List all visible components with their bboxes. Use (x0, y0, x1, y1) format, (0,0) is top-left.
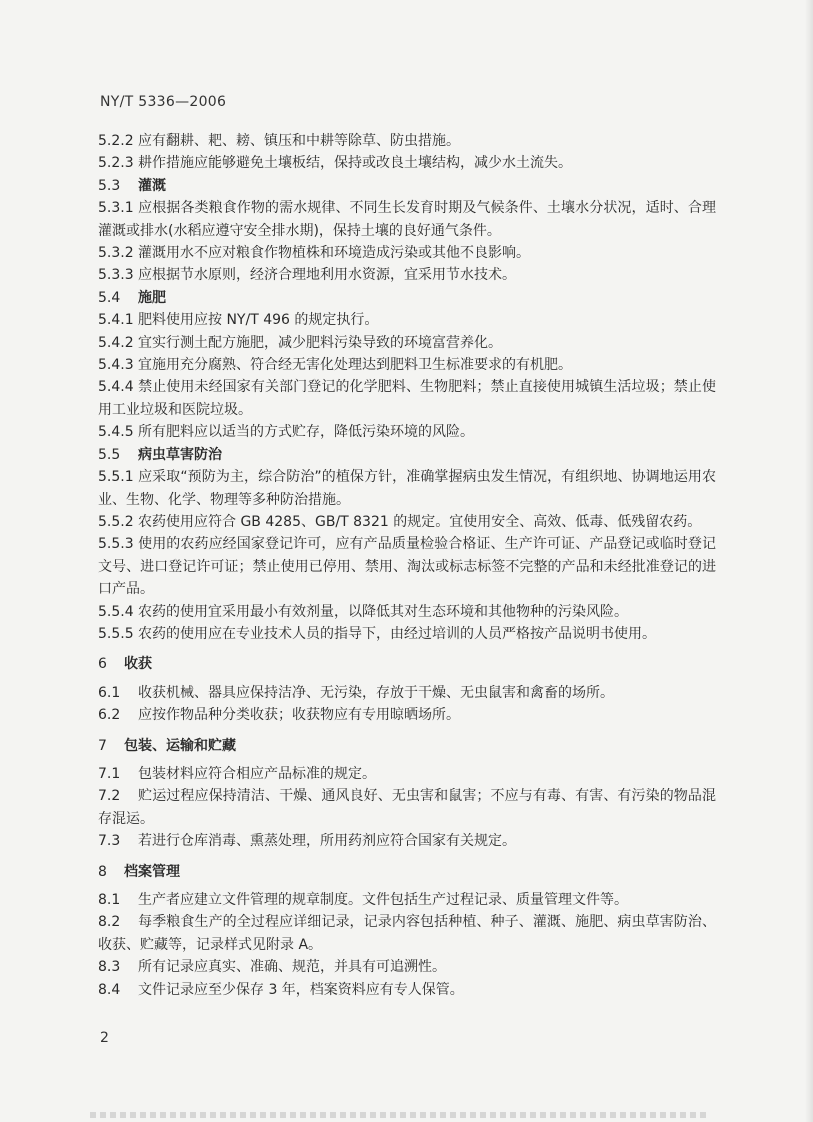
clause-number: 6.2 (98, 707, 121, 724)
clause-number: 7.3 (98, 833, 121, 850)
clause-text: 若进行仓库消毒、熏蒸处理，所用药剂应符合国家有关规定。 (138, 833, 516, 850)
clause-text: 灌溉 (138, 177, 166, 194)
clause-item (98, 911, 716, 956)
clause-text: 农药的使用宜采用最小有效剂量，以降低其对生态环境和其他物种的污染风险。 (138, 603, 628, 620)
clause-item (98, 376, 716, 421)
clause-text: 肥料使用应按 NY/T 496 的规定执行。 (138, 312, 379, 329)
subsection-heading (98, 444, 716, 466)
clause-number: 7.2 (98, 788, 121, 805)
clause-item (98, 152, 716, 174)
clause-item (98, 623, 716, 645)
clause-text: 宜施用充分腐熟、符合经无害化处理达到肥料卫生标准要求的有机肥。 (138, 357, 572, 374)
clause-number: 5.4.5 (98, 424, 134, 441)
clause-number: 5.3.3 (98, 267, 134, 284)
clause-item (98, 354, 716, 376)
clause-number: 5.4.3 (98, 357, 134, 374)
clause-number: 7 (98, 737, 107, 754)
clause-item (98, 956, 716, 978)
clause-text: 农药的使用应在专业技术人员的指导下，由经过培训的人员严格按产品说明书使用。 (138, 625, 656, 642)
clause-text: 包装、运输和贮藏 (124, 737, 236, 754)
clause-item (98, 979, 716, 1001)
clause-item (98, 130, 716, 152)
clause-item (98, 197, 716, 242)
clause-text: 生产者应建立文件管理的规章制度。文件包括生产过程记录、质量管理文件等。 (138, 892, 628, 908)
clause-text: 所有记录应真实、准确、规范，并具有可追溯性。 (138, 959, 446, 976)
clause-text: 灌溉用水不应对粮食作物植株和环境造成污染或其他不良影响。 (138, 245, 530, 262)
scan-noise-strip (90, 1112, 710, 1118)
clause-number: 5.5.1 (98, 469, 134, 486)
clause-item (98, 332, 716, 354)
clause-text: 病虫草害防治 (138, 446, 222, 463)
clause-number: 5.5.4 (98, 603, 134, 620)
clause-text: 包装材料应符合相应产品标准的规定。 (138, 765, 376, 782)
clause-number: 8.2 (98, 914, 121, 931)
clause-item (98, 785, 716, 830)
clause-text: 应有翻耕、耙、耪、镇压和中耕等除草、防虫措施。 (138, 133, 460, 149)
clause-number: 5.4.2 (98, 334, 134, 351)
section-heading (98, 653, 716, 675)
clause-number: 7.1 (98, 765, 121, 782)
clause-number: 5.3 (98, 177, 121, 194)
page-header-doc-id: NY/T 5336—2006 (100, 94, 227, 110)
subsection-heading (98, 175, 716, 197)
subsection-heading (98, 287, 716, 309)
clause-text: 每季粮食生产的全过程应详细记录，记录内容包括种植、种子、灌溉、施肥、病虫草害防治、收获、贮藏等，记录样式见附录 A。 (98, 914, 716, 953)
clause-text: 所有肥料应以适当的方式贮存，降低污染环境的风险。 (138, 424, 474, 441)
clause-text: 收获 (124, 656, 152, 673)
clause-item (98, 264, 716, 286)
clause-item (98, 533, 716, 600)
clause-text: 应采取“预防为主，综合防治”的植保方针，准确掌握病虫发生情况，有组织地、协调地运用农业、生物、化学、物理等多种防治措施。 (98, 469, 716, 508)
clause-item (98, 511, 716, 533)
clause-number: 8 (98, 863, 107, 880)
clause-item (98, 601, 716, 623)
clause-number: 8.3 (98, 959, 121, 976)
clause-text: 农药使用应符合 GB 4285、GB/T 8321 的规定。宜使用安全、高效、低毒、低残留农药。 (138, 513, 702, 530)
clause-number: 5.4 (98, 289, 121, 306)
section-heading (98, 861, 716, 883)
page-edge-shadow (805, 0, 813, 1122)
clause-number: 8.1 (98, 892, 121, 908)
clause-number: 5.2.3 (98, 155, 134, 172)
clause-text: 应按作物品种分类收获；收获物应有专用晾晒场所。 (138, 707, 460, 724)
clause-number: 5.2.2 (98, 133, 134, 149)
clause-number: 5.5.2 (98, 513, 134, 530)
clause-number: 5.4.1 (98, 312, 134, 329)
clause-text: 宜实行测土配方施肥，减少肥料污染导致的环境富营养化。 (138, 334, 502, 351)
clause-text: 贮运过程应保持清洁、干燥、通风良好、无虫害和鼠害；不应与有毒、有害、有污染的物品混存混运。 (98, 788, 716, 827)
clause-text: 使用的农药应经国家登记许可，应有产品质量检验合格证、生产许可证、产品登记或临时登记文号、进口登记许可证；禁止使用已停用、禁用、淘汰或标志标签不完整的产品和未经批准登记的进口产品。 (98, 536, 716, 598)
clause-number: 5.3.1 (98, 200, 134, 217)
clause-item (98, 466, 716, 511)
clause-number: 6.1 (98, 684, 121, 701)
document-body (98, 130, 716, 1001)
section-heading (98, 735, 716, 757)
clause-text: 应根据各类粮食作物的需水规律、不同生长发育时期及气候条件、土壤水分状况，适时、合理灌溉或排水(水稻应遵守安全排水期)，保持土壤的良好通气条件。 (98, 200, 716, 239)
clause-item (98, 830, 716, 852)
page-number: 2 (100, 1030, 109, 1046)
clause-number: 5.4.4 (98, 379, 134, 396)
clause-text: 施肥 (138, 289, 166, 306)
clause-text: 档案管理 (124, 863, 180, 880)
clause-item (98, 889, 716, 911)
clause-number: 5.5 (98, 446, 121, 463)
clause-item (98, 421, 716, 443)
clause-number: 5.3.2 (98, 245, 134, 262)
clause-number: 5.5.3 (98, 536, 134, 553)
clause-number: 8.4 (98, 981, 121, 998)
clause-item (98, 309, 716, 331)
clause-text: 收获机械、器具应保持洁净、无污染，存放于干燥、无虫鼠害和禽畜的场所。 (138, 684, 614, 701)
clause-text: 耕作措施应能够避免土壤板结，保持或改良土壤结构，减少水土流失。 (138, 155, 572, 172)
clause-item (98, 763, 716, 785)
clause-item (98, 704, 716, 726)
clause-number: 5.5.5 (98, 625, 134, 642)
clause-number: 6 (98, 656, 107, 673)
clause-item (98, 682, 716, 704)
clause-text: 文件记录应至少保存 3 年，档案资料应有专人保管。 (138, 981, 464, 998)
clause-item (98, 242, 716, 264)
clause-text: 应根据节水原则，经济合理地利用水资源，宜采用节水技术。 (138, 267, 516, 284)
clause-text: 禁止使用未经国家有关部门登记的化学肥料、生物肥料；禁止直接使用城镇生活垃圾；禁止使用工业垃圾和医院垃圾。 (98, 379, 716, 418)
